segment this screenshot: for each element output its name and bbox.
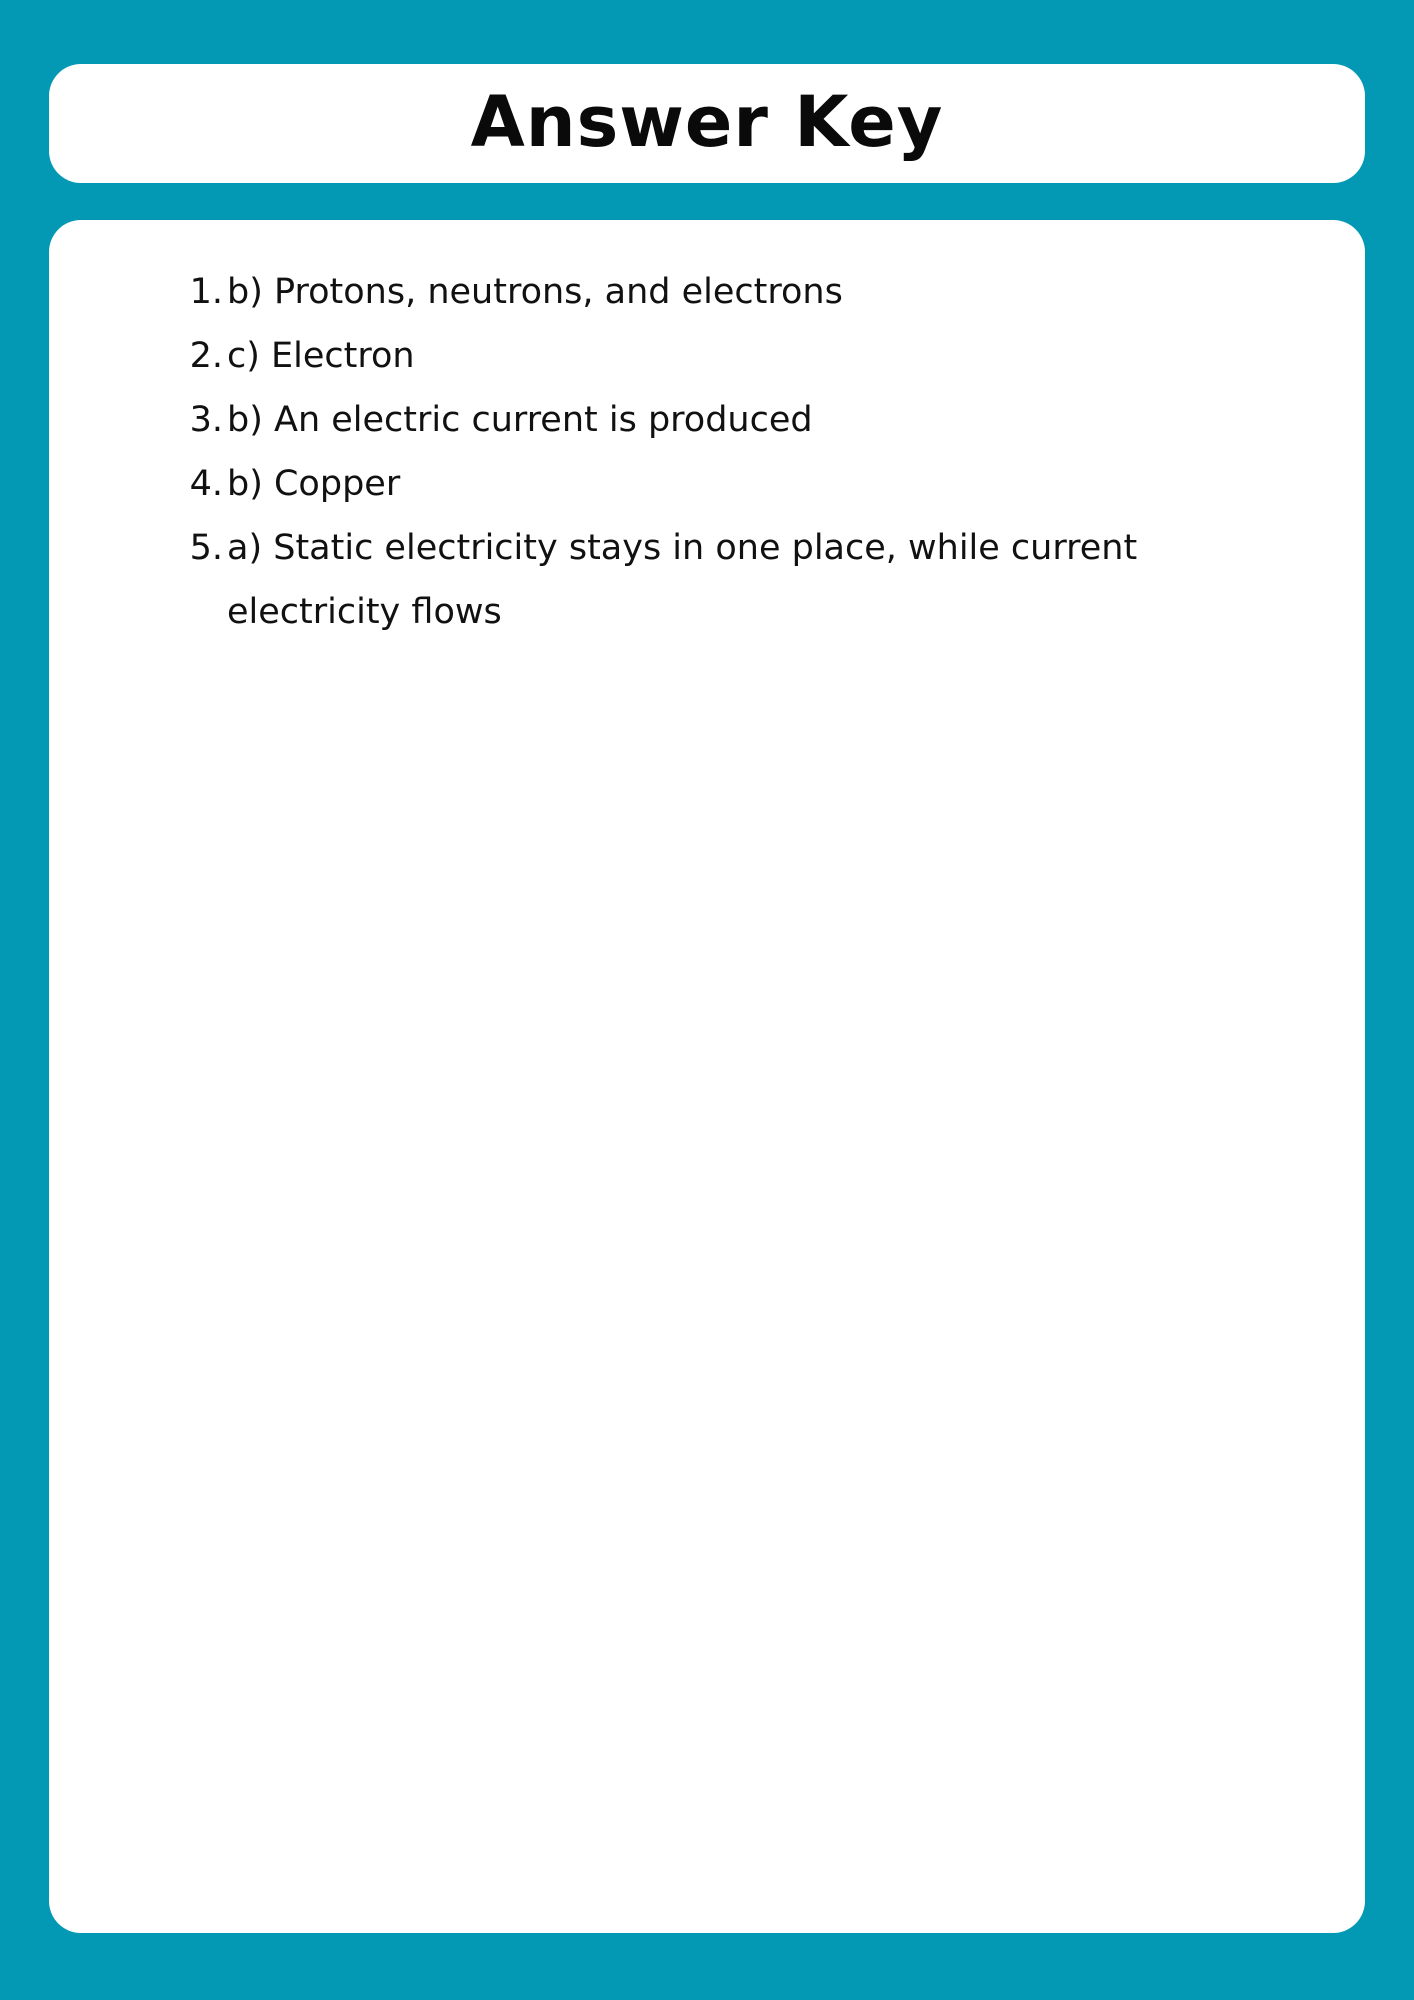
page-title: Answer Key bbox=[470, 80, 944, 163]
answer-number: 5. bbox=[189, 528, 223, 568]
answer-text: c) Electron bbox=[227, 336, 415, 376]
answer-item-1 bbox=[177, 260, 1307, 324]
answer-number: 2. bbox=[189, 336, 223, 376]
answer-text: a) Static electricity stays in one place, while current electricity flows bbox=[227, 528, 1138, 632]
answer-item-2 bbox=[177, 324, 1307, 388]
answer-number: 1. bbox=[189, 272, 223, 312]
title-card bbox=[49, 64, 1365, 183]
answer-text: b) Protons, neutrons, and electrons bbox=[227, 272, 843, 312]
answer-item-5 bbox=[177, 516, 1307, 644]
answer-list bbox=[177, 260, 1307, 644]
answer-number: 4. bbox=[189, 464, 223, 504]
answer-text: b) Copper bbox=[227, 464, 401, 504]
answer-text: b) An electric current is produced bbox=[227, 400, 813, 440]
answer-number: 3. bbox=[189, 400, 223, 440]
answer-card bbox=[49, 220, 1365, 1933]
answer-item-3 bbox=[177, 388, 1307, 452]
answer-item-4 bbox=[177, 452, 1307, 516]
